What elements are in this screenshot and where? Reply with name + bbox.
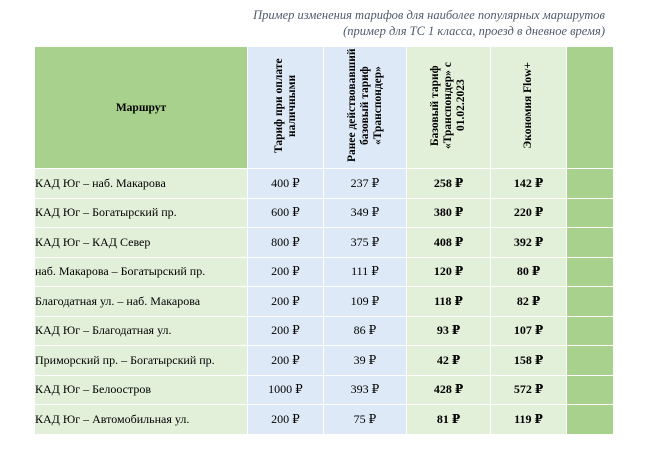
route-cell: КАД Юг – Автомобильная ул.: [35, 405, 248, 435]
route-cell: КАД Юг – Белоостров: [35, 375, 248, 405]
table-row: [35, 257, 614, 287]
table-row: [35, 316, 614, 346]
cash-cell: 600 ₽: [248, 198, 324, 228]
route-cell: КАД Юг – КАД Север: [35, 228, 248, 258]
previous-cell: 375 ₽: [324, 228, 407, 258]
cash-cell: 200 ₽: [248, 346, 324, 376]
economy-cell: 158 ₽: [491, 346, 567, 376]
header-base-tariff: Базовый тариф «Транспондер» с 01.02.2023: [407, 47, 491, 169]
route-cell: наб. Макарова – Богатырский пр.: [35, 257, 248, 287]
route-cell: КАД Юг – наб. Макарова: [35, 169, 248, 199]
previous-cell: 111 ₽: [324, 257, 407, 287]
tariff-table: [34, 46, 614, 435]
header-previous-tariff: Ранее действовавший базовый тариф «Транспондер»: [324, 47, 407, 169]
cash-cell: 200 ₽: [248, 287, 324, 317]
economy-cell: 572 ₽: [491, 375, 567, 405]
table-row: [35, 346, 614, 376]
spacer-cell: [567, 405, 614, 435]
cash-cell: 200 ₽: [248, 405, 324, 435]
spacer-cell: [567, 375, 614, 405]
route-cell: КАД Юг – Богатырский пр.: [35, 198, 248, 228]
table-header-row: [35, 47, 614, 169]
spacer-cell: [567, 169, 614, 199]
base-cell: 81 ₽: [407, 405, 491, 435]
economy-cell: 392 ₽: [491, 228, 567, 258]
previous-cell: 109 ₽: [324, 287, 407, 317]
base-cell: 93 ₽: [407, 316, 491, 346]
base-cell: 118 ₽: [407, 287, 491, 317]
cash-cell: 200 ₽: [248, 316, 324, 346]
spacer-cell: [567, 316, 614, 346]
previous-cell: 237 ₽: [324, 169, 407, 199]
cash-cell: 800 ₽: [248, 228, 324, 258]
economy-cell: 107 ₽: [491, 316, 567, 346]
previous-cell: 86 ₽: [324, 316, 407, 346]
spacer-cell: [567, 346, 614, 376]
caption-line-2: (пример для ТС 1 класса, проезд в дневное время): [343, 24, 605, 38]
cash-cell: 1000 ₽: [248, 375, 324, 405]
header-spacer: [567, 47, 614, 169]
previous-cell: 75 ₽: [324, 405, 407, 435]
previous-cell: 39 ₽: [324, 346, 407, 376]
base-cell: 42 ₽: [407, 346, 491, 376]
economy-cell: 142 ₽: [491, 169, 567, 199]
table-caption: [253, 7, 605, 39]
route-cell: КАД Юг – Благодатная ул.: [35, 316, 248, 346]
spacer-cell: [567, 228, 614, 258]
header-cash-tariff: Тариф при оплате наличными: [248, 47, 324, 169]
base-cell: 408 ₽: [407, 228, 491, 258]
previous-cell: 393 ₽: [324, 375, 407, 405]
base-cell: 428 ₽: [407, 375, 491, 405]
previous-cell: 349 ₽: [324, 198, 407, 228]
economy-cell: 119 ₽: [491, 405, 567, 435]
economy-cell: 80 ₽: [491, 257, 567, 287]
caption-line-1: Пример изменения тарифов для наиболее популярных маршрутов: [253, 8, 605, 22]
base-cell: 120 ₽: [407, 257, 491, 287]
spacer-cell: [567, 287, 614, 317]
spacer-cell: [567, 257, 614, 287]
route-cell: Благодатная ул. – наб. Макарова: [35, 287, 248, 317]
table-row: [35, 169, 614, 199]
base-cell: 258 ₽: [407, 169, 491, 199]
economy-cell: 220 ₽: [491, 198, 567, 228]
header-route: Маршрут: [35, 47, 248, 169]
table-row: [35, 228, 614, 258]
table-row: [35, 287, 614, 317]
header-economy: Экономия Flow+: [491, 47, 567, 169]
route-cell: Приморский пр. – Богатырский пр.: [35, 346, 248, 376]
economy-cell: 82 ₽: [491, 287, 567, 317]
base-cell: 380 ₽: [407, 198, 491, 228]
cash-cell: 400 ₽: [248, 169, 324, 199]
spacer-cell: [567, 198, 614, 228]
table-row: [35, 405, 614, 435]
cash-cell: 200 ₽: [248, 257, 324, 287]
table-row: [35, 198, 614, 228]
table-row: [35, 375, 614, 405]
